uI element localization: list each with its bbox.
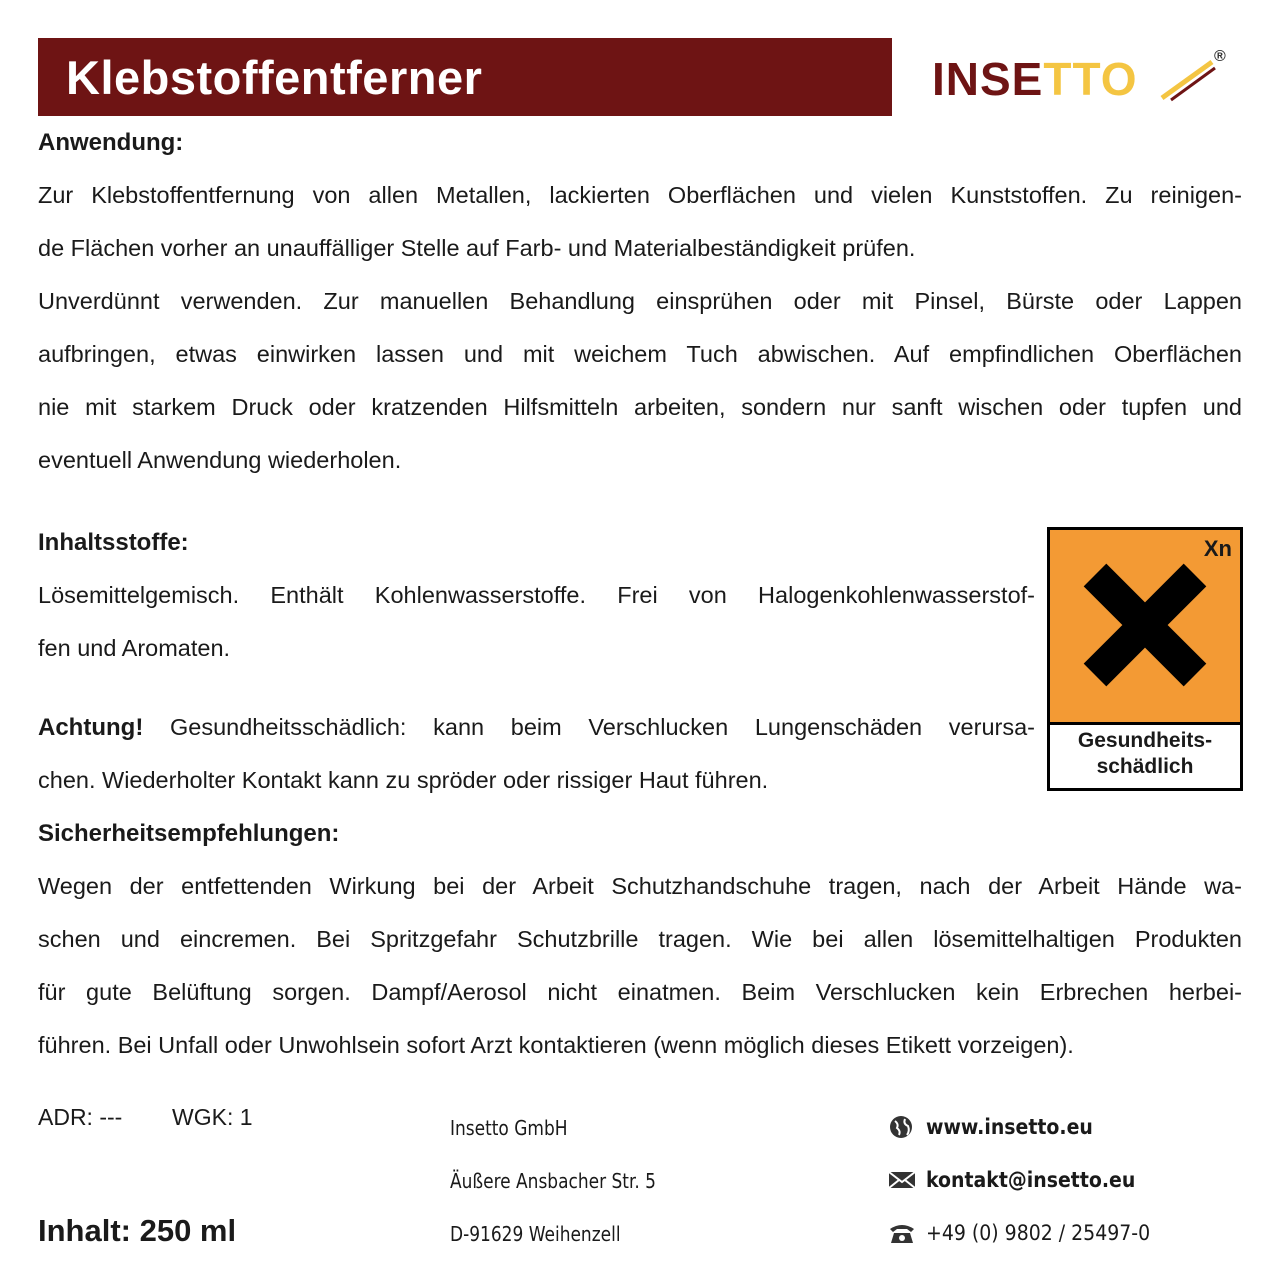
usage-line: de Flächen vorher an unauffälliger Stelle auf Farb- und Materialbeständigkeit prüfen.: [38, 235, 916, 261]
insetto-logo: [932, 48, 1227, 105]
email-link[interactable]: kontakt@insetto.eu: [926, 1168, 1136, 1192]
envelope-icon: [888, 1168, 916, 1192]
safety-section: [38, 807, 1242, 1072]
product-title: Klebstoffentferner: [66, 51, 483, 104]
hazard-x-icon: [1050, 530, 1240, 722]
phone-row[interactable]: [888, 1221, 1175, 1245]
phone-number[interactable]: +49 (0) 9802 / 25497-0: [926, 1221, 1151, 1245]
warning-label: Achtung!: [38, 714, 144, 741]
usage-section: [38, 116, 1242, 487]
logo-text-part2: TTO: [1043, 53, 1138, 105]
hazard-code: Xn: [1203, 536, 1232, 561]
content-volume: Inhalt: 250 ml: [38, 1213, 237, 1248]
safety-line: schen und eincremen. Bei Spritzgefahr Schutzbrille tragen. Wie bei allen lösemittelhaltigen Produkten: [38, 926, 1242, 952]
hazard-label: Gesundheits-: [1077, 729, 1213, 752]
company-city: D-91629 Weihenzell: [450, 1222, 621, 1246]
safety-heading: Sicherheitsempfehlungen:: [38, 820, 340, 847]
email-row[interactable]: [888, 1168, 1159, 1192]
ingredients-section: [38, 516, 1035, 675]
website-row[interactable]: [888, 1115, 1111, 1139]
hazard-label: schädlich: [1096, 755, 1194, 778]
ingredients-line: Lösemittelgemisch. Enthält Kohlenwasserstoffe. Frei von Halogenkohlenwasserstof-: [38, 582, 1035, 608]
usage-line: Zur Klebstoffentfernung von allen Metallen, lackierten Oberflächen und vielen Kunststoffen. Zu reinigen-: [38, 182, 1242, 208]
warning-text: chen. Wiederholter Kontakt kann zu spröder oder rissiger Haut führen.: [38, 767, 769, 793]
warning-text: Gesundheitsschädlich: kann beim Verschlucken Lungenschäden verursa-: [170, 714, 1035, 740]
adr-value: ADR: ---: [38, 1104, 123, 1130]
website-link[interactable]: www.insetto.eu: [926, 1115, 1093, 1139]
logo-text-part1: INSE: [932, 53, 1044, 105]
safety-line: führen. Bei Unfall oder Unwohlsein sofort Arzt kontaktieren (wenn möglich dieses Etikett vorzeigen).: [38, 1032, 1074, 1058]
ingredients-line: fen und Aromaten.: [38, 635, 231, 661]
usage-heading: Anwendung:: [38, 129, 184, 156]
company-street: Äußere Ansbacher Str. 5: [450, 1169, 657, 1193]
hazard-symbol: [1047, 527, 1243, 791]
usage-line: aufbringen, etwas einwirken lassen und mit weichem Tuch abwischen. Auf empfindlichen Oberflächen: [38, 341, 1242, 367]
logo-swoosh-icon: [1157, 58, 1217, 102]
globe-icon: [888, 1115, 916, 1139]
usage-line: eventuell Anwendung wiederholen.: [38, 447, 402, 473]
usage-line: nie mit starkem Druck oder kratzenden Hilfsmitteln arbeiten, sondern nur sanft wischen oder tupfen und: [38, 394, 1242, 420]
registered-mark: ®: [1214, 48, 1227, 65]
safety-line: für gute Belüftung sorgen. Dampf/Aerosol nicht einatmen. Beim Verschlucken kein Erbrechen herbei-: [38, 979, 1242, 1005]
company-name: Insetto GmbH: [450, 1116, 568, 1140]
wgk-value: WGK: 1: [172, 1104, 253, 1130]
warning-section: [38, 701, 1035, 807]
title-bar: [38, 38, 892, 116]
ingredients-heading: Inhaltsstoffe:: [38, 529, 189, 556]
phone-icon: [888, 1221, 916, 1245]
safety-line: Wegen der entfettenden Wirkung bei der Arbeit Schutzhandschuhe tragen, nach der Arbeit Hände wa-: [38, 873, 1242, 899]
usage-line: Unverdünnt verwenden. Zur manuellen Behandlung einsprühen oder mit Pinsel, Bürste oder Lappen: [38, 288, 1242, 314]
